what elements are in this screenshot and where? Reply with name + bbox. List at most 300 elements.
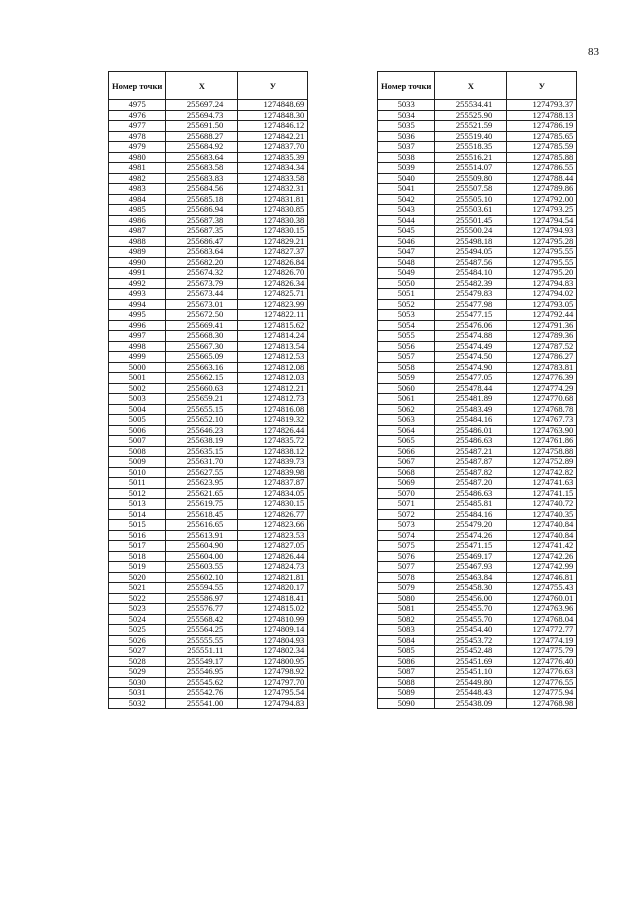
table-row xyxy=(109,352,308,363)
y-coordinate-cell: 1274786.27 xyxy=(507,352,577,363)
table-row xyxy=(109,677,308,688)
point-number-cell: 5065 xyxy=(378,436,435,447)
x-coordinate-cell: 255474.50 xyxy=(435,352,507,363)
x-coordinate-cell: 255486.63 xyxy=(435,436,507,447)
x-coordinate-cell: 255525.90 xyxy=(435,110,507,121)
x-coordinate-cell: 255503.61 xyxy=(435,205,507,216)
y-coordinate-cell: 1274800.95 xyxy=(238,656,308,667)
x-coordinate-cell: 255546.95 xyxy=(166,667,238,678)
table-row xyxy=(378,656,577,667)
y-coordinate-cell: 1274821.81 xyxy=(238,572,308,583)
table-row xyxy=(378,541,577,552)
x-coordinate-cell: 255660.63 xyxy=(166,383,238,394)
point-number-cell: 5084 xyxy=(378,635,435,646)
y-coordinate-cell: 1274794.93 xyxy=(507,226,577,237)
x-coordinate-cell: 255487.87 xyxy=(435,457,507,468)
table-row xyxy=(109,425,308,436)
y-coordinate-cell: 1274740.72 xyxy=(507,499,577,510)
table-row xyxy=(109,394,308,405)
y-coordinate-cell: 1274837.87 xyxy=(238,478,308,489)
y-coordinate-cell: 1274812.53 xyxy=(238,352,308,363)
point-number-cell: 5011 xyxy=(109,478,166,489)
point-number-cell: 5032 xyxy=(109,698,166,709)
table-row xyxy=(109,499,308,510)
table-row xyxy=(378,509,577,520)
x-coordinate-cell: 255451.69 xyxy=(435,656,507,667)
point-number-cell: 5048 xyxy=(378,257,435,268)
table-row xyxy=(378,331,577,342)
y-coordinate-cell: 1274846.12 xyxy=(238,121,308,132)
y-coordinate-cell: 1274776.39 xyxy=(507,373,577,384)
point-number-cell: 5056 xyxy=(378,341,435,352)
table-row xyxy=(109,226,308,237)
table-row xyxy=(109,583,308,594)
y-coordinate-cell: 1274810.99 xyxy=(238,614,308,625)
y-coordinate-cell: 1274830.15 xyxy=(238,226,308,237)
table-row xyxy=(378,520,577,531)
x-coordinate-cell: 255672.50 xyxy=(166,310,238,321)
x-coordinate-cell: 255471.15 xyxy=(435,541,507,552)
point-number-cell: 5079 xyxy=(378,583,435,594)
table-row xyxy=(109,373,308,384)
y-coordinate-cell: 1274809.14 xyxy=(238,625,308,636)
y-coordinate-cell: 1274789.36 xyxy=(507,331,577,342)
table-row xyxy=(378,404,577,415)
point-number-cell: 4992 xyxy=(109,278,166,289)
coordinates-table-left xyxy=(108,71,308,709)
point-number-cell: 5035 xyxy=(378,121,435,132)
y-coordinate-cell: 1274813.54 xyxy=(238,341,308,352)
x-coordinate-cell: 255474.90 xyxy=(435,362,507,373)
x-coordinate-cell: 255683.58 xyxy=(166,163,238,174)
x-coordinate-cell: 255686.47 xyxy=(166,236,238,247)
table-row xyxy=(378,457,577,468)
table-row xyxy=(378,152,577,163)
table-row xyxy=(109,698,308,709)
point-number-cell: 5088 xyxy=(378,677,435,688)
table-row xyxy=(109,310,308,321)
point-number-cell: 5038 xyxy=(378,152,435,163)
x-coordinate-cell: 255688.27 xyxy=(166,131,238,142)
x-coordinate-cell: 255452.48 xyxy=(435,646,507,657)
x-coordinate-cell: 255474.49 xyxy=(435,341,507,352)
y-coordinate-cell: 1274772.77 xyxy=(507,625,577,636)
x-coordinate-cell: 255662.15 xyxy=(166,373,238,384)
table-body-left xyxy=(109,100,308,709)
header-x: X xyxy=(435,72,507,100)
x-coordinate-cell: 255616.65 xyxy=(166,520,238,531)
x-coordinate-cell: 255619.75 xyxy=(166,499,238,510)
point-number-cell: 5020 xyxy=(109,572,166,583)
y-coordinate-cell: 1274795.54 xyxy=(238,688,308,699)
point-number-cell: 4983 xyxy=(109,184,166,195)
point-number-cell: 5057 xyxy=(378,352,435,363)
x-coordinate-cell: 255613.91 xyxy=(166,530,238,541)
table-row xyxy=(378,310,577,321)
point-number-cell: 5058 xyxy=(378,362,435,373)
y-coordinate-cell: 1274848.30 xyxy=(238,110,308,121)
table-row xyxy=(109,247,308,258)
table-row xyxy=(109,530,308,541)
table-row xyxy=(378,163,577,174)
y-coordinate-cell: 1274755.43 xyxy=(507,583,577,594)
x-coordinate-cell: 255621.65 xyxy=(166,488,238,499)
point-number-cell: 4991 xyxy=(109,268,166,279)
point-number-cell: 4984 xyxy=(109,194,166,205)
y-coordinate-cell: 1274830.85 xyxy=(238,205,308,216)
point-number-cell: 5049 xyxy=(378,268,435,279)
x-coordinate-cell: 255451.10 xyxy=(435,667,507,678)
y-coordinate-cell: 1274794.83 xyxy=(238,698,308,709)
table-row xyxy=(378,467,577,478)
point-number-cell: 5086 xyxy=(378,656,435,667)
point-number-cell: 4980 xyxy=(109,152,166,163)
y-coordinate-cell: 1274787.52 xyxy=(507,341,577,352)
point-number-cell: 4989 xyxy=(109,247,166,258)
y-coordinate-cell: 1274819.32 xyxy=(238,415,308,426)
y-coordinate-cell: 1274768.98 xyxy=(507,698,577,709)
y-coordinate-cell: 1274793.37 xyxy=(507,100,577,111)
x-coordinate-cell: 255687.38 xyxy=(166,215,238,226)
table-row xyxy=(378,551,577,562)
x-coordinate-cell: 255521.59 xyxy=(435,121,507,132)
table-row xyxy=(378,593,577,604)
x-coordinate-cell: 255682.20 xyxy=(166,257,238,268)
x-coordinate-cell: 255683.64 xyxy=(166,247,238,258)
point-number-cell: 4994 xyxy=(109,299,166,310)
point-number-cell: 5006 xyxy=(109,425,166,436)
table-row xyxy=(378,604,577,615)
table-row xyxy=(109,142,308,153)
table-row xyxy=(378,698,577,709)
y-coordinate-cell: 1274785.65 xyxy=(507,131,577,142)
y-coordinate-cell: 1274826.84 xyxy=(238,257,308,268)
point-number-cell: 5064 xyxy=(378,425,435,436)
y-coordinate-cell: 1274793.25 xyxy=(507,205,577,216)
table-row xyxy=(109,215,308,226)
table-row xyxy=(378,257,577,268)
y-coordinate-cell: 1274792.00 xyxy=(507,194,577,205)
table-row xyxy=(378,425,577,436)
y-coordinate-cell: 1274795.55 xyxy=(507,257,577,268)
point-number-cell: 5074 xyxy=(378,530,435,541)
table-row xyxy=(109,320,308,331)
point-number-cell: 5067 xyxy=(378,457,435,468)
y-coordinate-cell: 1274740.35 xyxy=(507,509,577,520)
x-coordinate-cell: 255483.49 xyxy=(435,404,507,415)
x-coordinate-cell: 255476.06 xyxy=(435,320,507,331)
table-row xyxy=(109,205,308,216)
y-coordinate-cell: 1274823.99 xyxy=(238,299,308,310)
y-coordinate-cell: 1274824.73 xyxy=(238,562,308,573)
x-coordinate-cell: 255485.81 xyxy=(435,499,507,510)
y-coordinate-cell: 1274775.94 xyxy=(507,688,577,699)
point-number-cell: 5060 xyxy=(378,383,435,394)
table-row xyxy=(109,110,308,121)
point-number-cell: 5046 xyxy=(378,236,435,247)
x-coordinate-cell: 255484.10 xyxy=(435,268,507,279)
x-coordinate-cell: 255487.20 xyxy=(435,478,507,489)
point-number-cell: 5071 xyxy=(378,499,435,510)
point-number-cell: 5031 xyxy=(109,688,166,699)
point-number-cell: 5072 xyxy=(378,509,435,520)
x-coordinate-cell: 255685.18 xyxy=(166,194,238,205)
y-coordinate-cell: 1274795.28 xyxy=(507,236,577,247)
point-number-cell: 4975 xyxy=(109,100,166,111)
table-row xyxy=(378,394,577,405)
table-row xyxy=(109,341,308,352)
table-row xyxy=(378,226,577,237)
page-number: 83 xyxy=(588,46,599,58)
y-coordinate-cell: 1274823.53 xyxy=(238,530,308,541)
x-coordinate-cell: 255673.01 xyxy=(166,299,238,310)
table-row xyxy=(109,436,308,447)
y-coordinate-cell: 1274788.13 xyxy=(507,110,577,121)
point-number-cell: 5018 xyxy=(109,551,166,562)
table-row xyxy=(378,121,577,132)
table-row xyxy=(109,457,308,468)
y-coordinate-cell: 1274831.81 xyxy=(238,194,308,205)
table-row xyxy=(378,289,577,300)
y-coordinate-cell: 1274740.84 xyxy=(507,520,577,531)
y-coordinate-cell: 1274839.73 xyxy=(238,457,308,468)
point-number-cell: 5005 xyxy=(109,415,166,426)
table-row xyxy=(109,257,308,268)
point-number-cell: 5016 xyxy=(109,530,166,541)
table-row xyxy=(109,331,308,342)
y-coordinate-cell: 1274742.82 xyxy=(507,467,577,478)
point-number-cell: 4996 xyxy=(109,320,166,331)
x-coordinate-cell: 255568.42 xyxy=(166,614,238,625)
x-coordinate-cell: 255594.55 xyxy=(166,583,238,594)
x-coordinate-cell: 255638.19 xyxy=(166,436,238,447)
table-row xyxy=(109,593,308,604)
point-number-cell: 4986 xyxy=(109,215,166,226)
y-coordinate-cell: 1274776.40 xyxy=(507,656,577,667)
x-coordinate-cell: 255456.00 xyxy=(435,593,507,604)
x-coordinate-cell: 255467.93 xyxy=(435,562,507,573)
point-number-cell: 5078 xyxy=(378,572,435,583)
table-row xyxy=(109,289,308,300)
y-coordinate-cell: 1274826.34 xyxy=(238,278,308,289)
point-number-cell: 5087 xyxy=(378,667,435,678)
point-number-cell: 5051 xyxy=(378,289,435,300)
table-row xyxy=(378,341,577,352)
point-number-cell: 5036 xyxy=(378,131,435,142)
table-row xyxy=(378,247,577,258)
table-row xyxy=(109,667,308,678)
x-coordinate-cell: 255484.16 xyxy=(435,415,507,426)
point-number-cell: 5089 xyxy=(378,688,435,699)
x-coordinate-cell: 255514.07 xyxy=(435,163,507,174)
x-coordinate-cell: 255519.40 xyxy=(435,131,507,142)
x-coordinate-cell: 255667.30 xyxy=(166,341,238,352)
y-coordinate-cell: 1274802.34 xyxy=(238,646,308,657)
y-coordinate-cell: 1274785.88 xyxy=(507,152,577,163)
table-row xyxy=(109,268,308,279)
y-coordinate-cell: 1274786.55 xyxy=(507,163,577,174)
y-coordinate-cell: 1274827.05 xyxy=(238,541,308,552)
x-coordinate-cell: 255486.63 xyxy=(435,488,507,499)
point-number-cell: 4990 xyxy=(109,257,166,268)
x-coordinate-cell: 255673.44 xyxy=(166,289,238,300)
table-row xyxy=(378,530,577,541)
point-number-cell: 4977 xyxy=(109,121,166,132)
y-coordinate-cell: 1274767.73 xyxy=(507,415,577,426)
point-number-cell: 4993 xyxy=(109,289,166,300)
point-number-cell: 5030 xyxy=(109,677,166,688)
y-coordinate-cell: 1274834.05 xyxy=(238,488,308,499)
y-coordinate-cell: 1274758.88 xyxy=(507,446,577,457)
point-number-cell: 5040 xyxy=(378,173,435,184)
table-row xyxy=(378,320,577,331)
table-row xyxy=(378,268,577,279)
point-number-cell: 5019 xyxy=(109,562,166,573)
x-coordinate-cell: 255477.15 xyxy=(435,310,507,321)
point-number-cell: 5076 xyxy=(378,551,435,562)
y-coordinate-cell: 1274834.34 xyxy=(238,163,308,174)
table-row xyxy=(109,131,308,142)
table-row xyxy=(109,572,308,583)
x-coordinate-cell: 255438.09 xyxy=(435,698,507,709)
x-coordinate-cell: 255478.44 xyxy=(435,383,507,394)
point-number-cell: 5068 xyxy=(378,467,435,478)
y-coordinate-cell: 1274839.98 xyxy=(238,467,308,478)
point-number-cell: 5001 xyxy=(109,373,166,384)
y-coordinate-cell: 1274816.08 xyxy=(238,404,308,415)
x-coordinate-cell: 255627.55 xyxy=(166,467,238,478)
point-number-cell: 4985 xyxy=(109,205,166,216)
table-row xyxy=(109,541,308,552)
y-coordinate-cell: 1274832.31 xyxy=(238,184,308,195)
table-row xyxy=(378,362,577,373)
y-coordinate-cell: 1274785.59 xyxy=(507,142,577,153)
y-coordinate-cell: 1274768.78 xyxy=(507,404,577,415)
point-number-cell: 5075 xyxy=(378,541,435,552)
point-number-cell: 5039 xyxy=(378,163,435,174)
point-number-cell: 5042 xyxy=(378,194,435,205)
x-coordinate-cell: 255555.55 xyxy=(166,635,238,646)
x-coordinate-cell: 255534.41 xyxy=(435,100,507,111)
table-row xyxy=(378,446,577,457)
x-coordinate-cell: 255669.41 xyxy=(166,320,238,331)
point-number-cell: 4981 xyxy=(109,163,166,174)
y-coordinate-cell: 1274797.70 xyxy=(238,677,308,688)
y-coordinate-cell: 1274812.03 xyxy=(238,373,308,384)
table-row xyxy=(109,446,308,457)
x-coordinate-cell: 255507.58 xyxy=(435,184,507,195)
y-coordinate-cell: 1274826.44 xyxy=(238,425,308,436)
x-coordinate-cell: 255694.73 xyxy=(166,110,238,121)
y-coordinate-cell: 1274822.11 xyxy=(238,310,308,321)
point-number-cell: 5024 xyxy=(109,614,166,625)
point-number-cell: 4982 xyxy=(109,173,166,184)
header-y: У xyxy=(238,72,308,100)
header-x: X xyxy=(166,72,238,100)
point-number-cell: 5081 xyxy=(378,604,435,615)
coordinates-table-right xyxy=(377,71,577,709)
x-coordinate-cell: 255505.10 xyxy=(435,194,507,205)
point-number-cell: 5073 xyxy=(378,520,435,531)
table-row xyxy=(378,436,577,447)
x-coordinate-cell: 255674.32 xyxy=(166,268,238,279)
point-number-cell: 4988 xyxy=(109,236,166,247)
x-coordinate-cell: 255482.39 xyxy=(435,278,507,289)
y-coordinate-cell: 1274774.19 xyxy=(507,635,577,646)
point-number-cell: 5082 xyxy=(378,614,435,625)
point-number-cell: 4995 xyxy=(109,310,166,321)
point-number-cell: 5066 xyxy=(378,446,435,457)
table-row xyxy=(109,478,308,489)
point-number-cell: 5085 xyxy=(378,646,435,657)
table-row xyxy=(109,100,308,111)
x-coordinate-cell: 255635.15 xyxy=(166,446,238,457)
y-coordinate-cell: 1274823.66 xyxy=(238,520,308,531)
table-row xyxy=(109,299,308,310)
table-row xyxy=(109,383,308,394)
point-number-cell: 5029 xyxy=(109,667,166,678)
x-coordinate-cell: 255697.24 xyxy=(166,100,238,111)
table-row xyxy=(378,194,577,205)
y-coordinate-cell: 1274794.02 xyxy=(507,289,577,300)
x-coordinate-cell: 255453.72 xyxy=(435,635,507,646)
x-coordinate-cell: 255665.09 xyxy=(166,352,238,363)
x-coordinate-cell: 255454.40 xyxy=(435,625,507,636)
table-row xyxy=(109,152,308,163)
point-number-cell: 5045 xyxy=(378,226,435,237)
table-row xyxy=(378,299,577,310)
x-coordinate-cell: 255655.15 xyxy=(166,404,238,415)
table-row xyxy=(378,215,577,226)
point-number-cell: 5061 xyxy=(378,394,435,405)
table-row xyxy=(378,572,577,583)
table-row xyxy=(109,173,308,184)
point-number-cell: 5015 xyxy=(109,520,166,531)
x-coordinate-cell: 255449.80 xyxy=(435,677,507,688)
table-row xyxy=(109,404,308,415)
table-row xyxy=(378,352,577,363)
table-row xyxy=(378,373,577,384)
table-row xyxy=(378,110,577,121)
table-row xyxy=(378,583,577,594)
header-y: У xyxy=(507,72,577,100)
point-number-cell: 5000 xyxy=(109,362,166,373)
point-number-cell: 5053 xyxy=(378,310,435,321)
x-coordinate-cell: 255498.18 xyxy=(435,236,507,247)
point-number-cell: 5037 xyxy=(378,142,435,153)
y-coordinate-cell: 1274793.05 xyxy=(507,299,577,310)
x-coordinate-cell: 255541.00 xyxy=(166,698,238,709)
x-coordinate-cell: 255455.70 xyxy=(435,604,507,615)
table-row xyxy=(109,625,308,636)
x-coordinate-cell: 255684.56 xyxy=(166,184,238,195)
point-number-cell: 4987 xyxy=(109,226,166,237)
y-coordinate-cell: 1274776.55 xyxy=(507,677,577,688)
y-coordinate-cell: 1274788.44 xyxy=(507,173,577,184)
table-row xyxy=(109,121,308,132)
y-coordinate-cell: 1274789.86 xyxy=(507,184,577,195)
point-number-cell: 5013 xyxy=(109,499,166,510)
y-coordinate-cell: 1274795.55 xyxy=(507,247,577,258)
x-coordinate-cell: 255477.98 xyxy=(435,299,507,310)
y-coordinate-cell: 1274775.79 xyxy=(507,646,577,657)
point-number-cell: 5010 xyxy=(109,467,166,478)
table-row xyxy=(378,646,577,657)
y-coordinate-cell: 1274794.83 xyxy=(507,278,577,289)
table-row xyxy=(378,173,577,184)
y-coordinate-cell: 1274815.62 xyxy=(238,320,308,331)
y-coordinate-cell: 1274826.70 xyxy=(238,268,308,279)
